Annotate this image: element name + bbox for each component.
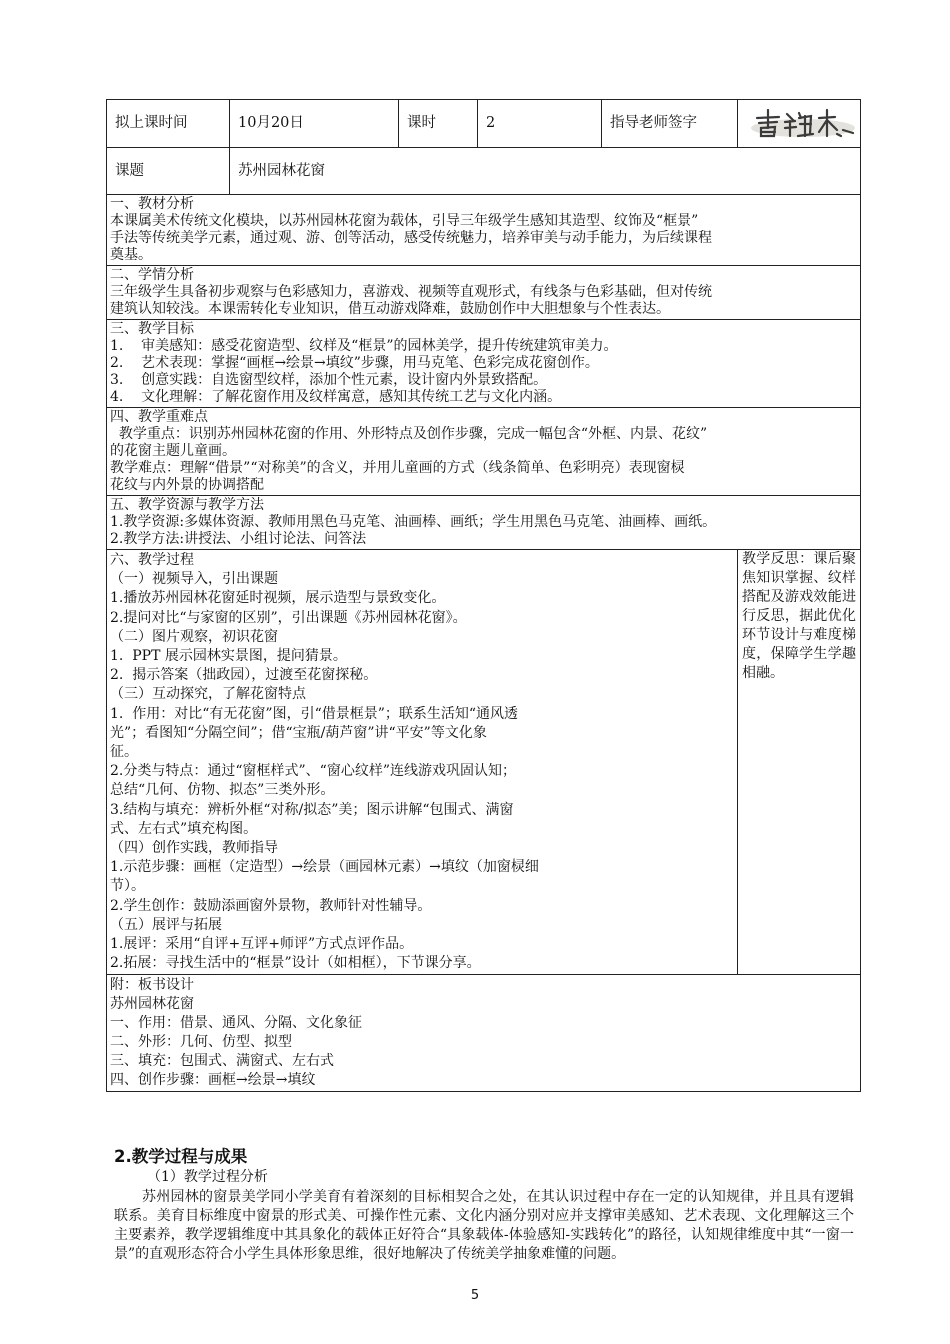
process-line: 1. PPT 展示园林实景图，提问猜景。 [110, 648, 347, 665]
section-title: 三、教学目标 [110, 321, 194, 337]
goals-section [107, 320, 861, 408]
process-line: 2. 揭示答案（拙政园），过渡至花窗探秘。 [110, 667, 378, 684]
goal-item: 3. 创意实践：自选窗型纹样，添加个性元素，设计窗内外景致搭配。 [110, 372, 548, 388]
section-title: 附：板书设计 [110, 977, 194, 994]
process-line: 2.提问对比“与家窗的区别”，引出课题《苏州园林花窗》。 [110, 609, 467, 626]
topic-label: 课题 [107, 148, 230, 195]
text-line: 2.教学方法:讲授法、小组讨论法、问答法 [110, 531, 367, 547]
process-line: 式、左右式”填充构图。 [110, 820, 258, 837]
goals-row [107, 320, 861, 408]
goal-item: 1. 审美感知：感受花窗造型、纹样及“框景”的园林美学，提升传统建筑审美力。 [110, 338, 618, 354]
text-line: 的花窗主题儿童画。 [110, 443, 236, 459]
handwritten-signature [749, 106, 857, 142]
section-title: 四、教学重难点 [110, 409, 208, 425]
students-row [107, 266, 861, 320]
process-line: （四）创作实践，教师指导 [110, 840, 278, 857]
text-line: 本课属美术传统文化模块，以苏州园林花窗为载体，引导三年级学生感知其造型、纹饰及“框景” [110, 213, 699, 229]
text-line: 建筑认知较浅。本课需转化专业知识，借互动游戏降难，鼓励创作中大胆想象与个性表达。 [110, 301, 670, 317]
text-line: 花纹与内外景的协调搭配 [110, 477, 264, 493]
board-section [107, 975, 861, 1092]
materials-row [107, 195, 861, 266]
process-line: 1.示范步骤：画框（定造型）→绘景（画园林元素）→填纹（加窗棂细 [110, 859, 539, 876]
text-line: 手法等传统美学元素，通过观、游、创等活动，感受传统魅力，培养审美与动手能力，为后续课程 [110, 230, 712, 246]
process-line: 2.分类与特点：通过“窗框样式”、“窗心纹样”连线游戏巩固认知； [110, 763, 516, 780]
board-line: 二、外形：几何、仿型、拟型 [110, 1034, 292, 1051]
process-line: 2.拓展：寻找生活中的“框景”设计（如相框），下节课分享。 [110, 955, 481, 972]
process-line: （二）图片观察，初识花窗 [110, 628, 278, 645]
process-line: 征。 [110, 744, 138, 761]
header-row [107, 100, 861, 148]
process-line: 2.学生创作：鼓励添画窗外景物，教师针对性辅导。 [110, 897, 432, 914]
process-line: 1.播放苏州园林花窗延时视频，展示造型与景致变化。 [110, 590, 446, 607]
text-line: 1.教学资源:多媒体资源、教师用黑色马克笔、油画棒、画纸；学生用黑色马克笔、油画棒、画纸。 [110, 514, 717, 530]
resources-row [107, 496, 861, 550]
process-section [107, 550, 738, 975]
sign-label: 指导老师签字 [602, 100, 738, 148]
students-section [107, 266, 861, 320]
body-paragraph: 苏州园林的窗景美学同小学美育有着深刻的目标相契合之处，在其认识过程中存在一定的认知规律，并且具有逻辑联系。美育目标维度中窗景的形式美、可操作性元素、文化内涵分别对应并支撑审美感知、艺术表现、文化理解这三个主要素养，教学逻辑维度中其具象化的载体正好符合“具象载体-体验感知-实践转化”的路径，认知规律维度中其“一窗一景”的直观形态符合小学生具体形象思维，很好地解决了传统美学抽象难懂的问题。 [114, 1189, 854, 1262]
process-line: （三）互动探究，了解花窗特点 [110, 686, 306, 703]
goal-item: 4. 文化理解：了解花窗作用及纹样寓意，感知其传统工艺与文化内涵。 [110, 389, 562, 405]
topic-row [107, 148, 861, 195]
keypoints-section [107, 408, 861, 496]
board-line: 三、填充：包围式、满窗式、左右式 [110, 1053, 334, 1070]
process-line: 1. 作用：对比“有无花窗”图，引“借景框景”；联系生活知“通风透 [110, 705, 519, 722]
lesson-plan-sheet [106, 99, 860, 1092]
board-line: 一、作用：借景、通风、分隔、文化象征 [110, 1015, 362, 1032]
process-line: （五）展评与拓展 [110, 916, 222, 933]
topic-value: 苏州园林花窗 [230, 148, 861, 195]
board-line: 四、创作步骤：画框→绘景→填纹 [110, 1072, 316, 1089]
lesson-plan-table [106, 99, 861, 1092]
board-line: 苏州园林花窗 [110, 996, 194, 1013]
reflection-cell [738, 550, 861, 975]
process-row [107, 550, 861, 975]
text-line: 教学难点：理解“借景”“对称美”的含义，并用儿童画的方式（线条简单、色彩明亮）表现窗棂 [110, 460, 685, 476]
reflection-text: 教学反思：课后聚焦知识掌握、纹样搭配及游戏效能进行反思，据此优化环节设计与难度梯度，保障学生学趣相融。 [742, 551, 856, 681]
process-line: 节）。 [110, 878, 145, 895]
time-value: 10月20日 [230, 100, 399, 148]
board-row [107, 975, 861, 1092]
signature-cell [738, 100, 861, 148]
section-title: 五、教学资源与教学方法 [110, 497, 264, 513]
resources-section [107, 496, 861, 550]
section-title: 六、教学过程 [110, 552, 194, 568]
period-label: 课时 [399, 100, 478, 148]
section-title: 一、教材分析 [110, 196, 194, 212]
body-text-block [114, 1146, 854, 1264]
section-heading: 2.教学过程与成果 [114, 1147, 248, 1166]
process-line: 1.展评：采用“自评+互评+师评”方式点评作品。 [110, 936, 414, 953]
section-title: 二、学情分析 [110, 267, 194, 283]
period-value: 2 [478, 100, 602, 148]
process-line: 总结“几何、仿物、拟态”三类外形。 [110, 782, 335, 799]
process-line: 3.结构与填充：辨析外框“对称/拟态”美；图示讲解“包围式、满窗 [110, 801, 514, 818]
materials-section [107, 195, 861, 266]
process-line: 光”；看图知“分隔空间”；借“宝瓶/葫芦窗”讲“平安”等文化象 [110, 724, 487, 741]
text-line: 教学重点：识别苏州园林花窗的作用、外形特点及创作步骤，完成一幅包含“外框、内景、花纹” [110, 426, 708, 442]
keypoints-row [107, 408, 861, 496]
text-line: 奠基。 [110, 247, 152, 263]
page-number: 5 [470, 1288, 480, 1303]
subsection-heading: （1）教学过程分析 [147, 1169, 268, 1185]
goal-item: 2. 艺术表现：掌握“画框→绘景→填纹”步骤，用马克笔、色彩完成花窗创作。 [110, 355, 599, 371]
time-label: 拟上课时间 [107, 100, 230, 148]
process-line: （一）视频导入，引出课题 [110, 571, 278, 588]
text-line: 三年级学生具备初步观察与色彩感知力，喜游戏、视频等直观形式，有线条与色彩基础，但对传统 [110, 284, 712, 300]
